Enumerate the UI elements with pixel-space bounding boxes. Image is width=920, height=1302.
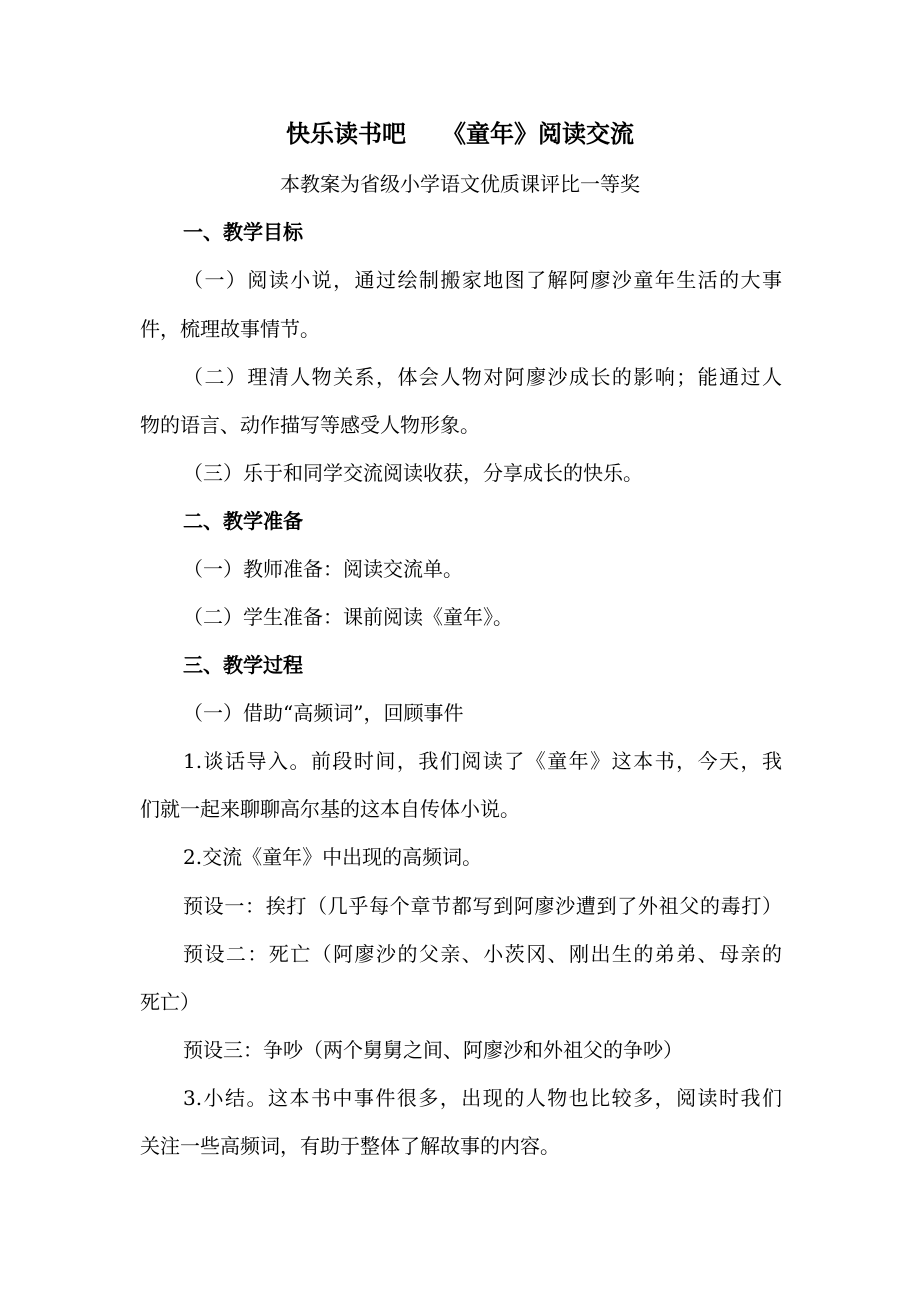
paragraph-line: 物的语言、动作描写等感受人物形象。 [140, 413, 480, 437]
paragraph-line: 3.小结。这本书中事件很多，出现的人物也比较多，阅读时我们 [183, 1086, 782, 1110]
section-heading-preparation: 二、教学准备 [183, 509, 303, 533]
paragraph-line: 1.谈话导入。前段时间，我们阅读了《童年》这本书，今天，我 [183, 749, 782, 773]
paragraph-line: （二）学生准备：课前阅读《童年》。 [183, 605, 513, 629]
paragraph-line: 们就一起来聊聊高尔基的这本自传体小说。 [140, 797, 520, 821]
paragraph-line: 关注一些高频词，有助于整体了解故事的内容。 [140, 1134, 560, 1158]
paragraph-line: （三）乐于和同学交流阅读收获，分享成长的快乐。 [183, 461, 643, 485]
paragraph-line: 死亡） [140, 990, 200, 1014]
paragraph-line: （一）阅读小说，通过绘制搬家地图了解阿廖沙童年生活的大事 [183, 268, 782, 292]
paragraph-line: （一）借助“高频词”，回顾事件 [183, 701, 464, 725]
paragraph-line: 件，梳理故事情节。 [140, 317, 320, 341]
document-title: 快乐读书吧 《童年》阅读交流 [286, 120, 634, 148]
section-heading-process: 三、教学过程 [183, 653, 303, 677]
document-subtitle: 本教案为省级小学语文优质课评比一等奖 [280, 172, 640, 196]
paragraph-line: 预设三：争吵（两个舅舅之间、阿廖沙和外祖父的争吵） [183, 1038, 683, 1062]
paragraph-line: （二）理清人物关系，体会人物对阿廖沙成长的影响；能通过人 [183, 365, 782, 389]
section-heading-objectives: 一、教学目标 [183, 220, 303, 244]
paragraph-line: 预设一：挨打（几乎每个章节都写到阿廖沙遭到了外祖父的毒打） [183, 894, 782, 918]
paragraph-line: 2.交流《童年》中出现的高频词。 [183, 845, 483, 869]
paragraph-line: 预设二：死亡（阿廖沙的父亲、小茨冈、刚出生的弟弟、母亲的 [183, 942, 782, 966]
paragraph-line: （一）教师准备：阅读交流单。 [183, 557, 463, 581]
